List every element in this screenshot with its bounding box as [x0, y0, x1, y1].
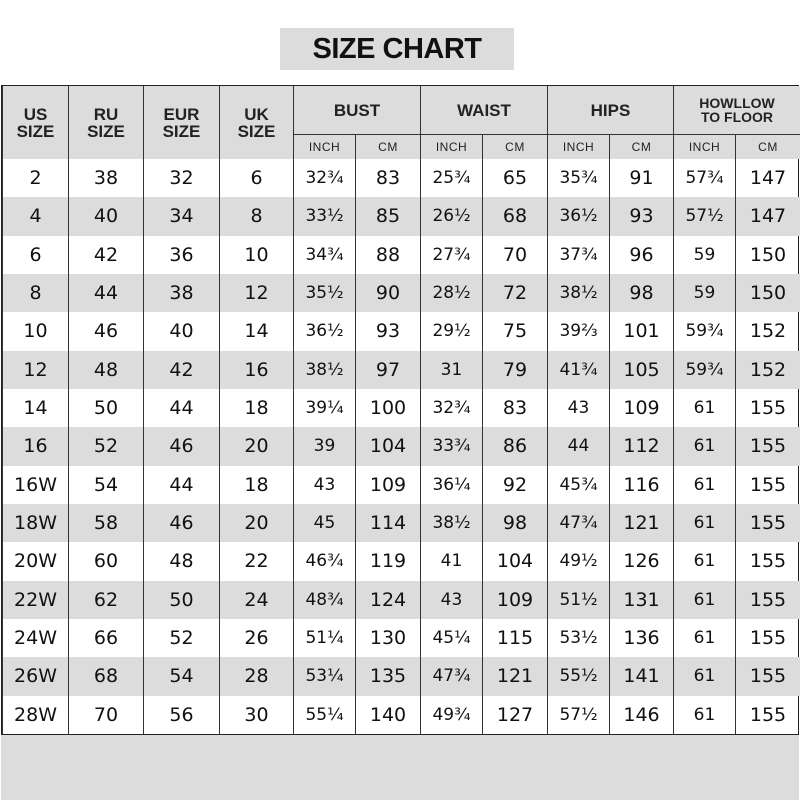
table-cell: 55¼ — [294, 696, 356, 734]
table-cell: 135 — [356, 657, 421, 695]
table-cell: 59 — [674, 274, 736, 312]
table-cell: 86 — [483, 427, 548, 465]
table-cell: 36 — [144, 236, 220, 274]
table-cell: 46 — [144, 427, 220, 465]
table-cell: 31 — [421, 351, 483, 389]
table-cell: 51½ — [548, 581, 610, 619]
table-cell: 14 — [220, 312, 294, 350]
table-cell: 52 — [69, 427, 144, 465]
table-cell: 12 — [220, 274, 294, 312]
table-cell: 155 — [736, 696, 800, 734]
subheader-hollow-inch: INCH — [674, 135, 736, 160]
table-cell: 136 — [610, 619, 674, 657]
table-cell: 83 — [356, 159, 421, 197]
table-row — [3, 197, 800, 235]
page-title: SIZE CHART — [280, 28, 514, 70]
table-cell: 48 — [69, 351, 144, 389]
table-cell: 32¾ — [294, 159, 356, 197]
table-cell: 10 — [3, 312, 69, 350]
table-cell: 93 — [610, 197, 674, 235]
table-row — [3, 389, 800, 427]
table-cell: 62 — [69, 581, 144, 619]
table-cell: 57½ — [548, 696, 610, 734]
table-cell: 48¾ — [294, 581, 356, 619]
table-cell: 96 — [610, 236, 674, 274]
table-cell: 56 — [144, 696, 220, 734]
table-cell: 147 — [736, 197, 800, 235]
table-row — [3, 504, 800, 542]
header-hips: HIPS — [548, 86, 674, 135]
table-cell: 28½ — [421, 274, 483, 312]
table-cell: 61 — [674, 389, 736, 427]
table-cell: 37¾ — [548, 236, 610, 274]
table-cell: 124 — [356, 581, 421, 619]
table-cell: 20 — [220, 504, 294, 542]
table-cell: 35¾ — [548, 159, 610, 197]
header-us-size: US SIZE — [3, 86, 69, 159]
table-cell: 16W — [3, 466, 69, 504]
table-cell: 152 — [736, 312, 800, 350]
table-cell: 60 — [69, 542, 144, 580]
table-cell: 116 — [610, 466, 674, 504]
table-cell: 45 — [294, 504, 356, 542]
table-cell: 100 — [356, 389, 421, 427]
subheader-hollow-cm: CM — [736, 135, 800, 160]
table-cell: 24W — [3, 619, 69, 657]
table-cell: 45¾ — [548, 466, 610, 504]
table-cell: 46 — [69, 312, 144, 350]
table-cell: 85 — [356, 197, 421, 235]
table-cell: 16 — [220, 351, 294, 389]
table-cell: 38 — [69, 159, 144, 197]
table-row — [3, 274, 800, 312]
table-cell: 47¾ — [548, 504, 610, 542]
table-cell: 83 — [483, 389, 548, 427]
table-cell: 44 — [69, 274, 144, 312]
table-cell: 44 — [144, 466, 220, 504]
table-cell: 50 — [69, 389, 144, 427]
table-cell: 91 — [610, 159, 674, 197]
table-cell: 104 — [356, 427, 421, 465]
table-cell: 42 — [69, 236, 144, 274]
table-cell: 61 — [674, 427, 736, 465]
table-cell: 40 — [144, 312, 220, 350]
table-cell: 109 — [356, 466, 421, 504]
table-cell: 105 — [610, 351, 674, 389]
table-cell: 98 — [483, 504, 548, 542]
table-cell: 115 — [483, 619, 548, 657]
footer-band — [1, 735, 799, 800]
header-hollow-to-floor: HOWLLOW TO FLOOR — [674, 86, 800, 135]
table-cell: 97 — [356, 351, 421, 389]
table-cell: 61 — [674, 696, 736, 734]
table-cell: 70 — [483, 236, 548, 274]
table-cell: 152 — [736, 351, 800, 389]
table-cell: 104 — [483, 542, 548, 580]
table-cell: 18 — [220, 466, 294, 504]
table-cell: 41 — [421, 542, 483, 580]
table-cell: 155 — [736, 504, 800, 542]
table-cell: 36½ — [548, 197, 610, 235]
table-cell: 33½ — [294, 197, 356, 235]
table-cell: 68 — [69, 657, 144, 695]
table-cell: 44 — [144, 389, 220, 427]
table-cell: 155 — [736, 427, 800, 465]
table-cell: 130 — [356, 619, 421, 657]
subheader-hips-inch: INCH — [548, 135, 610, 160]
table-cell: 2 — [3, 159, 69, 197]
table-cell: 147 — [736, 159, 800, 197]
table-cell: 119 — [356, 542, 421, 580]
subheader-bust-inch: INCH — [294, 135, 356, 160]
table-cell: 57½ — [674, 197, 736, 235]
table-cell: 112 — [610, 427, 674, 465]
table-cell: 38 — [144, 274, 220, 312]
table-cell: 146 — [610, 696, 674, 734]
table-cell: 29½ — [421, 312, 483, 350]
table-row — [3, 427, 800, 465]
table-cell: 68 — [483, 197, 548, 235]
table-cell: 22 — [220, 542, 294, 580]
table-row — [3, 236, 800, 274]
table-cell: 43 — [421, 581, 483, 619]
table-cell: 39⅔ — [548, 312, 610, 350]
header-uk-size: UK SIZE — [220, 86, 294, 159]
table-cell: 61 — [674, 542, 736, 580]
table-cell: 20W — [3, 542, 69, 580]
table-cell: 43 — [548, 389, 610, 427]
table-cell: 141 — [610, 657, 674, 695]
table-cell: 26W — [3, 657, 69, 695]
table-cell: 4 — [3, 197, 69, 235]
table-cell: 38½ — [294, 351, 356, 389]
table-cell: 61 — [674, 619, 736, 657]
table-cell: 46 — [144, 504, 220, 542]
table-cell: 155 — [736, 657, 800, 695]
table-cell: 127 — [483, 696, 548, 734]
table-row — [3, 696, 800, 734]
table-cell: 26 — [220, 619, 294, 657]
table-cell: 44 — [548, 427, 610, 465]
table-cell: 121 — [610, 504, 674, 542]
table-cell: 65 — [483, 159, 548, 197]
table-cell: 131 — [610, 581, 674, 619]
table-cell: 51¼ — [294, 619, 356, 657]
table-cell: 57¾ — [674, 159, 736, 197]
table-row — [3, 619, 800, 657]
table-cell: 8 — [3, 274, 69, 312]
table-cell: 150 — [736, 236, 800, 274]
table-cell: 43 — [294, 466, 356, 504]
table-cell: 53¼ — [294, 657, 356, 695]
table-cell: 61 — [674, 504, 736, 542]
table-cell: 155 — [736, 389, 800, 427]
header-waist: WAIST — [421, 86, 548, 135]
table-row — [3, 581, 800, 619]
table-row — [3, 466, 800, 504]
size-chart-table — [2, 86, 800, 734]
table-cell: 28W — [3, 696, 69, 734]
table-cell: 72 — [483, 274, 548, 312]
table-cell: 98 — [610, 274, 674, 312]
table-cell: 45¼ — [421, 619, 483, 657]
table-cell: 109 — [483, 581, 548, 619]
table-cell: 155 — [736, 466, 800, 504]
table-cell: 109 — [610, 389, 674, 427]
table-cell: 61 — [674, 657, 736, 695]
table-cell: 28 — [220, 657, 294, 695]
table-cell: 121 — [483, 657, 548, 695]
table-cell: 54 — [69, 466, 144, 504]
table-cell: 155 — [736, 581, 800, 619]
table-cell: 18W — [3, 504, 69, 542]
table-cell: 52 — [144, 619, 220, 657]
table-cell: 59¾ — [674, 312, 736, 350]
table-cell: 49½ — [548, 542, 610, 580]
header-ru-size: RU SIZE — [69, 86, 144, 159]
table-row — [3, 159, 800, 197]
table-cell: 30 — [220, 696, 294, 734]
table-cell: 34¾ — [294, 236, 356, 274]
table-cell: 41¾ — [548, 351, 610, 389]
table-cell: 150 — [736, 274, 800, 312]
table-cell: 40 — [69, 197, 144, 235]
table-cell: 54 — [144, 657, 220, 695]
table-row — [3, 312, 800, 350]
table-cell: 12 — [3, 351, 69, 389]
table-cell: 155 — [736, 542, 800, 580]
table-cell: 36½ — [294, 312, 356, 350]
table-cell: 38½ — [548, 274, 610, 312]
table-cell: 38½ — [421, 504, 483, 542]
subheader-waist-inch: INCH — [421, 135, 483, 160]
header-eur-size: EUR SIZE — [144, 86, 220, 159]
table-cell: 39 — [294, 427, 356, 465]
table-cell: 6 — [3, 236, 69, 274]
table-cell: 126 — [610, 542, 674, 580]
table-cell: 47¾ — [421, 657, 483, 695]
table-cell: 26½ — [421, 197, 483, 235]
table-cell: 16 — [3, 427, 69, 465]
table-cell: 6 — [220, 159, 294, 197]
table-cell: 18 — [220, 389, 294, 427]
table-cell: 14 — [3, 389, 69, 427]
table-header — [3, 86, 800, 159]
table-cell: 22W — [3, 581, 69, 619]
table-cell: 48 — [144, 542, 220, 580]
table-row — [3, 542, 800, 580]
table-cell: 34 — [144, 197, 220, 235]
table-cell: 70 — [69, 696, 144, 734]
table-cell: 61 — [674, 466, 736, 504]
table-cell: 53½ — [548, 619, 610, 657]
table-cell: 101 — [610, 312, 674, 350]
table-cell: 92 — [483, 466, 548, 504]
table-cell: 24 — [220, 581, 294, 619]
table-cell: 61 — [674, 581, 736, 619]
table-cell: 90 — [356, 274, 421, 312]
size-chart-table-container — [1, 85, 799, 735]
table-cell: 75 — [483, 312, 548, 350]
header-bust: BUST — [294, 86, 421, 135]
table-cell: 59¾ — [674, 351, 736, 389]
table-cell: 58 — [69, 504, 144, 542]
table-cell: 8 — [220, 197, 294, 235]
table-cell: 59 — [674, 236, 736, 274]
table-cell: 49¾ — [421, 696, 483, 734]
table-cell: 10 — [220, 236, 294, 274]
table-cell: 93 — [356, 312, 421, 350]
table-cell: 39¼ — [294, 389, 356, 427]
table-body — [3, 159, 800, 734]
table-cell: 46¾ — [294, 542, 356, 580]
subheader-bust-cm: CM — [356, 135, 421, 160]
table-cell: 79 — [483, 351, 548, 389]
table-cell: 50 — [144, 581, 220, 619]
subheader-waist-cm: CM — [483, 135, 548, 160]
table-cell: 32¾ — [421, 389, 483, 427]
table-cell: 66 — [69, 619, 144, 657]
table-cell: 140 — [356, 696, 421, 734]
subheader-hips-cm: CM — [610, 135, 674, 160]
table-cell: 33¾ — [421, 427, 483, 465]
table-cell: 55½ — [548, 657, 610, 695]
table-cell: 25¾ — [421, 159, 483, 197]
table-cell: 32 — [144, 159, 220, 197]
table-cell: 114 — [356, 504, 421, 542]
table-cell: 42 — [144, 351, 220, 389]
table-row — [3, 351, 800, 389]
table-cell: 27¾ — [421, 236, 483, 274]
table-cell: 35½ — [294, 274, 356, 312]
table-cell: 20 — [220, 427, 294, 465]
table-cell: 36¼ — [421, 466, 483, 504]
table-cell: 88 — [356, 236, 421, 274]
table-row — [3, 657, 800, 695]
table-cell: 155 — [736, 619, 800, 657]
